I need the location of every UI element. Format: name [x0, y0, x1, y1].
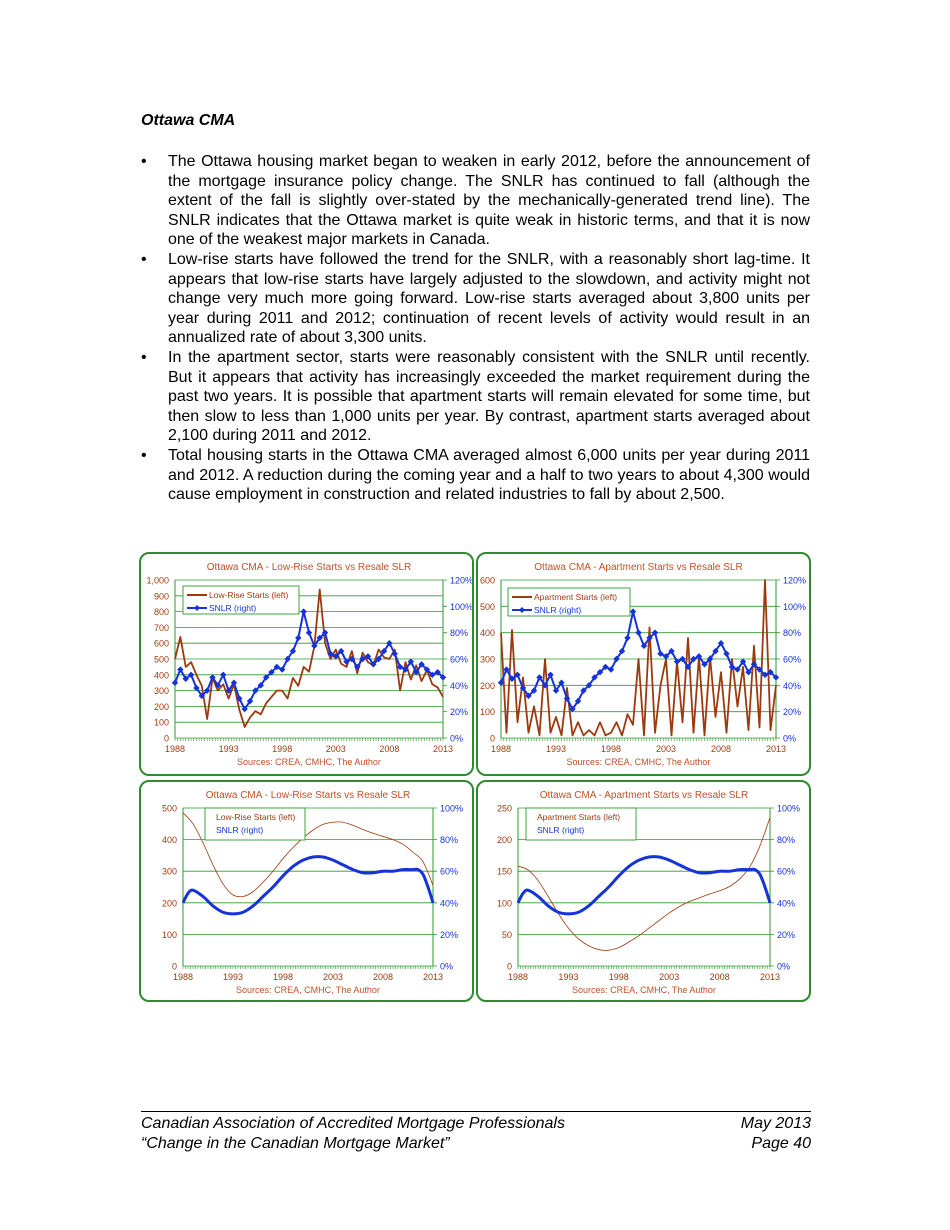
x-tick-label: 2013: [759, 972, 781, 982]
chart-source: Sources: CREA, CMHC, The Author: [237, 757, 381, 767]
bullet-item: • Total housing starts in the Ottawa CMA averaged almost 6,000 units per year during 2011 and 2012. A reduction during the coming year and a half to two years to about 4,300 would cause employment in construction and related industries to fall by about 2,500.: [141, 446, 810, 505]
right-tick-label: 0%: [450, 733, 464, 744]
left-tick-label: 300: [479, 654, 495, 665]
left-tick-label: 300: [153, 686, 169, 697]
left-tick-label: 0: [163, 733, 169, 744]
bullet-item: • In the apartment sector, starts were reasonably consistent with the SNLR until recently. But it appears that activity has increasingly exceeded the market requirement during the past two years. It is possible that apartment starts will remain elevated for some time, but then slow to less than 1,000 units per year. By contrast, apartment starts averaged about 2,100 during 2011 and 2012.: [141, 348, 810, 446]
x-tick-label: 1998: [608, 972, 629, 982]
x-tick-label: 1993: [222, 972, 244, 982]
x-tick-label: 2013: [422, 972, 444, 982]
footer-date: May 2013: [740, 1115, 811, 1132]
left-tick-label: 100: [153, 717, 169, 728]
x-tick-label: 1998: [272, 972, 294, 982]
chart-svg: [478, 782, 811, 1002]
footer-rule: [141, 1111, 811, 1112]
snlr-marker: [306, 629, 312, 635]
left-tick-label: 600: [479, 575, 495, 586]
x-tick-label: 1993: [558, 972, 579, 982]
left-tick-label: 300: [161, 866, 177, 877]
right-tick-label: 80%: [440, 835, 459, 846]
left-tick-label: 50: [501, 929, 512, 940]
legend-label: SNLR (right): [216, 825, 264, 835]
left-tick-label: 800: [153, 607, 169, 618]
right-tick-label: 0%: [440, 961, 454, 972]
right-tick-label: 120%: [783, 575, 807, 586]
right-tick-label: 40%: [440, 898, 459, 909]
section-heading: Ottawa CMA: [141, 112, 236, 129]
chart-apartment-trend: [476, 780, 811, 1002]
right-tick-label: 20%: [450, 707, 469, 718]
x-tick-label: 1998: [272, 744, 293, 754]
x-tick-label: 1993: [545, 744, 567, 754]
bullet-item: • The Ottawa housing market began to weaken in early 2012, before the announcement of the mortgage insurance policy change. The SNLR has continued to fall (although the extent of the fall is slightly over-stated by the mechanically-generated trend line). The SNLR indicates that the Ottawa market is quite weak in historic terms, and that it is now one of the weakest major markets in Canada.: [141, 152, 810, 250]
chart-apartment-monthly: [476, 552, 811, 776]
snlr-marker: [172, 680, 178, 686]
right-tick-label: 20%: [777, 929, 796, 940]
series-line-snlr: [183, 857, 433, 914]
chart-lowrise-monthly: [139, 552, 474, 776]
left-tick-label: 200: [479, 680, 495, 691]
left-tick-label: 200: [153, 701, 169, 712]
right-tick-label: 80%: [783, 628, 802, 639]
right-tick-label: 20%: [440, 929, 459, 940]
x-tick-label: 2003: [655, 744, 677, 754]
chart-title: Ottawa CMA - Low-Rise Starts vs Resale SLR: [205, 790, 411, 801]
right-tick-label: 40%: [783, 680, 802, 691]
chart-source: Sources: CREA, CMHC, The Author: [572, 985, 716, 995]
x-tick-label: 1993: [218, 744, 239, 754]
right-tick-label: 60%: [440, 866, 459, 877]
x-tick-label: 2003: [322, 972, 344, 982]
legend-label: SNLR (right): [537, 825, 585, 835]
snlr-marker: [635, 629, 641, 635]
right-tick-label: 80%: [450, 628, 469, 639]
left-tick-label: 400: [153, 670, 169, 681]
right-tick-label: 100%: [777, 803, 801, 814]
chart-title: Ottawa CMA - Low-Rise Starts vs Resale SLR: [206, 562, 412, 573]
left-tick-label: 400: [479, 628, 495, 639]
left-tick-label: 500: [479, 601, 495, 612]
footer-report: “Change in the Canadian Mortgage Market”: [141, 1135, 450, 1152]
left-tick-label: 100: [479, 707, 495, 718]
bullet-list: [141, 152, 810, 505]
left-tick-label: 100: [161, 929, 177, 940]
snlr-marker: [630, 608, 636, 614]
chart-source: Sources: CREA, CMHC, The Author: [236, 985, 380, 995]
left-tick-label: 1,000: [146, 575, 169, 586]
right-tick-label: 80%: [777, 835, 796, 846]
chart-svg: [141, 554, 474, 776]
legend-label: SNLR (right): [534, 605, 582, 615]
left-tick-label: 200: [496, 835, 512, 846]
chart-lowrise-trend: [139, 780, 474, 1002]
x-tick-label: 2013: [432, 744, 454, 754]
left-tick-label: 250: [496, 803, 512, 814]
snlr-marker: [657, 651, 663, 657]
left-tick-label: 600: [153, 638, 169, 649]
left-tick-label: 0: [171, 961, 177, 972]
legend-label: Apartment Starts (left): [534, 592, 618, 602]
left-tick-label: 0: [489, 733, 495, 744]
chart-svg: [478, 554, 811, 776]
right-tick-label: 120%: [450, 575, 474, 586]
right-tick-label: 100%: [450, 601, 474, 612]
x-tick-label: 1988: [172, 972, 194, 982]
bullet-item: • Low-rise starts have followed the trend for the SNLR, with a reasonably short lag-time. It appears that low-rise starts have largely adjusted to the slowdown, and activity might not change very much more going forward. Low-rise starts averaged about 3,800 units per year during 2011 and 2012; continuation of recent levels of activity would result in an annualized rate of about 3,300 units.: [141, 250, 810, 348]
right-tick-label: 40%: [450, 680, 469, 691]
x-tick-label: 1988: [490, 744, 512, 754]
right-tick-label: 100%: [783, 601, 807, 612]
chart-source: Sources: CREA, CMHC, The Author: [566, 757, 711, 767]
left-tick-label: 700: [153, 622, 169, 633]
right-tick-label: 40%: [777, 898, 796, 909]
x-tick-label: 2008: [372, 972, 394, 982]
chart-svg: [141, 782, 474, 1002]
left-tick-label: 500: [161, 803, 177, 814]
snlr-marker: [295, 635, 301, 641]
right-tick-label: 0%: [783, 733, 797, 744]
right-tick-label: 60%: [450, 654, 469, 665]
x-tick-label: 2013: [765, 744, 787, 754]
x-tick-label: 2008: [379, 744, 400, 754]
footer-org: Canadian Association of Accredited Mortgage Professionals: [141, 1115, 565, 1132]
x-tick-label: 1988: [164, 744, 186, 754]
legend-label: Apartment Starts (left): [537, 812, 621, 822]
x-tick-label: 2003: [325, 744, 346, 754]
footer-page: Page 40: [751, 1135, 811, 1152]
left-tick-label: 150: [496, 866, 512, 877]
right-tick-label: 0%: [777, 961, 791, 972]
series-line-snlr: [175, 612, 443, 709]
right-tick-label: 100%: [440, 803, 464, 814]
snlr-marker: [624, 635, 630, 641]
snlr-marker: [729, 664, 735, 670]
chart-title: Ottawa CMA - Apartment Starts vs Resale SLR: [539, 790, 749, 801]
snlr-marker: [300, 608, 306, 614]
left-tick-label: 500: [153, 654, 169, 665]
x-tick-label: 2008: [709, 972, 730, 982]
left-tick-label: 100: [496, 898, 512, 909]
left-tick-label: 900: [153, 591, 169, 602]
x-tick-label: 1998: [600, 744, 622, 754]
legend-label: Low-Rise Starts (left): [216, 812, 296, 822]
legend-label: Low-Rise Starts (left): [209, 590, 289, 600]
x-tick-label: 2003: [659, 972, 680, 982]
left-tick-label: 400: [161, 835, 177, 846]
chart-title: Ottawa CMA - Apartment Starts vs Resale SLR: [534, 562, 743, 573]
x-tick-label: 1988: [507, 972, 529, 982]
right-tick-label: 60%: [783, 654, 802, 665]
left-tick-label: 0: [506, 961, 512, 972]
x-tick-label: 2008: [710, 744, 732, 754]
legend-label: SNLR (right): [209, 603, 257, 613]
left-tick-label: 200: [161, 898, 177, 909]
right-tick-label: 20%: [783, 707, 802, 718]
right-tick-label: 60%: [777, 866, 796, 877]
